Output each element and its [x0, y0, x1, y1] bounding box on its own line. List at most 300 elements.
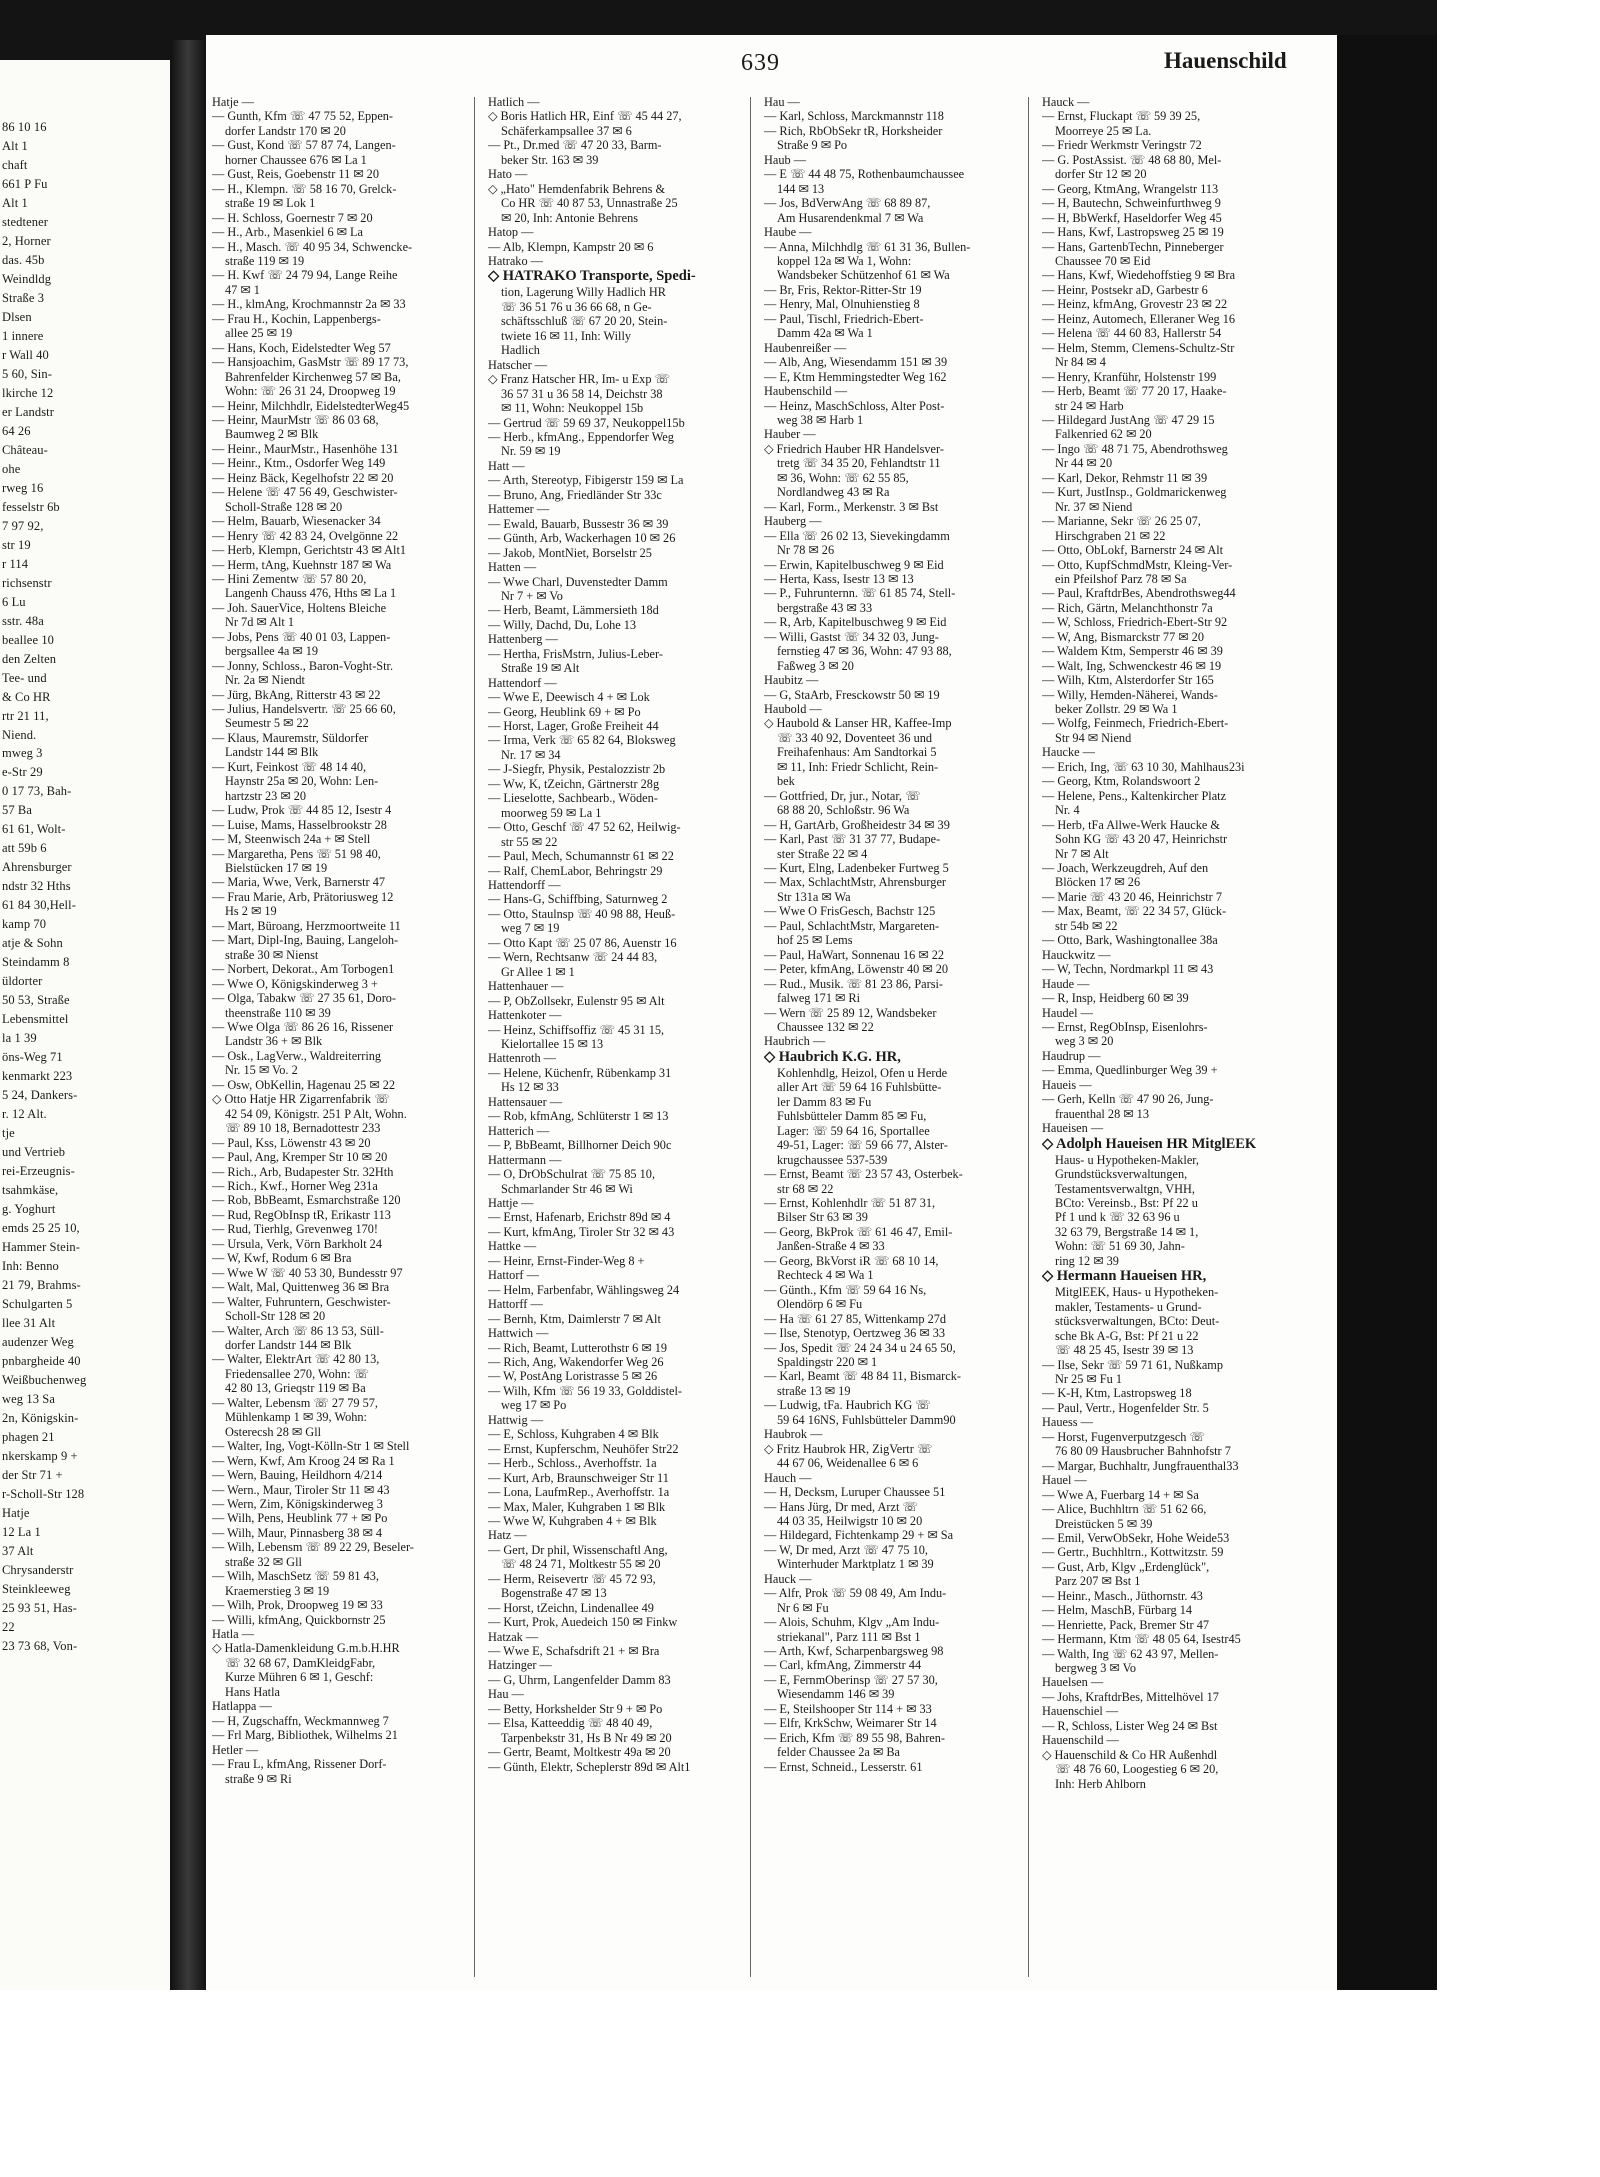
directory-entry: Chaussee 70 ✉ Eid: [1055, 253, 1151, 268]
surname-heading: Hau —: [764, 95, 800, 109]
directory-entry: — Helena ☏ 44 60 83, Hallerstr 54: [1042, 326, 1222, 341]
directory-entry: — H, Zugschaffn, Weckmannweg 7: [212, 1713, 389, 1728]
directory-entry: — Bernh, Ktm, Daimlerstr 7 ✉ Alt: [488, 1311, 661, 1326]
directory-entry: — Helene ☏ 47 56 49, Geschwister-: [212, 485, 398, 500]
directory-entry: Wohn: ☏ 26 31 24, Droopweg 19: [225, 384, 396, 399]
left-page-line: Steinkleeweg: [2, 1581, 71, 1596]
directory-entry: Parz 207 ✉ Bst 1: [1055, 1574, 1141, 1589]
left-page-line: 0 17 73, Bah-: [2, 784, 72, 799]
left-page-line: 37 Alt: [2, 1543, 34, 1558]
surname-heading: Haudrup —: [1042, 1048, 1101, 1063]
surname-heading: Hatzak —: [488, 1629, 539, 1644]
surname-heading: Hatten —: [488, 560, 537, 575]
directory-entry: — Lieselotte, Sachbearb., Wöden-: [488, 791, 658, 806]
directory-entry: krugchaussee 537-539: [777, 1152, 888, 1167]
directory-entry: — Helm, Stemm, Clemens-Schultz-Str: [1042, 340, 1235, 355]
directory-entry: — Wwe W, Kuhgraben 4 + ✉ Blk: [488, 1513, 657, 1528]
directory-entry: — Paul, Mech, Schumannstr 61 ✉ 22: [488, 849, 674, 864]
directory-entry: — Rich, RbObSekr tR, Horksheider: [764, 123, 943, 138]
surname-heading: Hattke —: [488, 1239, 537, 1254]
directory-entry: — Klaus, Mauremstr, Süldorfer: [212, 730, 369, 745]
directory-entry: Moorreye 25 ✉ La.: [1055, 123, 1152, 138]
column-3: [764, 95, 1024, 1774]
directory-entry: — Frl Marg, Bibliothek, Wilhelms 21: [212, 1728, 398, 1743]
surname-heading: Haube —: [764, 225, 812, 240]
surname-heading: Haubold —: [764, 702, 822, 717]
directory-entry: — Br, Fris, Rektor-Ritter-Str 19: [764, 282, 922, 297]
directory-entry: — Rich., Kwf., Horner Weg 231a: [212, 1178, 378, 1193]
left-page-line: Straße 3: [2, 290, 45, 305]
directory-entry: — Wilh, Lebensm ☏ 89 22 29, Beseler-: [212, 1540, 414, 1555]
directory-entry: — Hans, Kwf, Wiedehoffstieg 9 ✉ Bra: [1042, 268, 1236, 283]
directory-entry: felder Chaussee 2a ✉ Ba: [777, 1745, 900, 1760]
directory-entry: — Paul, SchlachtMstr, Margareten-: [764, 918, 940, 933]
left-page-line: 57 Ba: [2, 803, 33, 818]
directory-entry: — Ludw, Prok ☏ 44 85 12, Isestr 4: [212, 803, 392, 818]
directory-entry: — W, Schloss, Friedrich-Ebert-Str 92: [1042, 615, 1228, 630]
directory-entry: Nr. 4: [1055, 803, 1080, 818]
directory-entry: Nr 6 ✉ Fu: [777, 1600, 829, 1615]
directory-entry: — Alfr, Prok ☏ 59 08 49, Am Indu-: [764, 1586, 947, 1601]
left-page-line: 2, Horner: [2, 233, 51, 248]
left-page-line: nkerskamp 9 +: [2, 1448, 78, 1463]
left-page-line: & Co HR: [2, 689, 51, 704]
directory-entry: Olendörp 6 ✉ Fu: [777, 1297, 863, 1312]
directory-entry: MitglEEK, Haus- u Hypotheken-: [1055, 1285, 1219, 1300]
directory-entry: ☏ 48 24 71, Moltkestr 55 ✉ 20: [501, 1557, 661, 1572]
directory-entry: — Max, Maler, Kuhgraben 1 ✉ Blk: [488, 1499, 666, 1514]
directory-entry: — Georg, KtmAng, Wrangelstr 113: [1042, 181, 1219, 196]
directory-entry: hartzstr 23 ✉ 20: [225, 788, 306, 803]
left-page-line: mweg 3: [2, 746, 43, 761]
left-page-line: Alt 1: [2, 195, 28, 210]
left-page-line: r 114: [2, 556, 29, 571]
directory-entry: — Hini Zementw ☏ 57 80 20,: [212, 571, 367, 586]
column-rule: [750, 97, 751, 1977]
directory-entry: Kohlenhdlg, Heizol, Ofen u Herde: [777, 1065, 948, 1080]
left-page-line: rtr 21 11,: [2, 708, 49, 723]
directory-entry: — Ursula, Verk, Vörn Barkholt 24: [212, 1236, 382, 1251]
directory-entry: falweg 171 ✉ Ri: [777, 991, 861, 1006]
directory-entry: — Ella ☏ 26 02 13, Sievekingdamm: [764, 528, 950, 543]
left-page-line: Chrysanderstr: [2, 1562, 74, 1577]
directory-entry: makler, Testaments- u Grund-: [1055, 1299, 1202, 1314]
left-page-line: r Wall 40: [2, 347, 49, 362]
directory-entry: tretg ☏ 34 35 20, Fehlandtstr 11: [777, 456, 941, 471]
left-page-line: 6 Lu: [2, 594, 26, 609]
directory-entry: Nr. 17 ✉ 34: [501, 747, 561, 762]
left-page-line: Lebensmittel: [2, 1012, 69, 1027]
directory-entry: — E, Steilshooper Str 114 + ✉ 33: [764, 1701, 932, 1716]
directory-entry: 59 64 16NS, Fuhlsbütteler Damm90: [777, 1412, 956, 1427]
surname-heading: Hatterich —: [488, 1123, 550, 1138]
directory-entry: ☏ 36 51 76 u 36 66 68, n Ge-: [501, 299, 652, 314]
directory-entry: — Erich, Kfm ☏ 89 55 98, Bahren-: [764, 1730, 946, 1745]
left-page-line: ndstr 32 Hths: [2, 879, 71, 894]
directory-entry: — Gerh, Kelln ☏ 47 90 26, Jung-: [1042, 1092, 1214, 1107]
directory-entry: — Osw, ObKellin, Hagenau 25 ✉ 22: [212, 1077, 395, 1092]
directory-entry: — M, Steenwisch 24a + ✉ Stell: [212, 832, 371, 847]
directory-entry: hof 25 ✉ Lems: [777, 933, 853, 948]
directory-entry: — Emma, Quedlinburger Weg 39 +: [1042, 1063, 1218, 1078]
surname-heading: Hauel —: [1042, 1473, 1087, 1488]
left-page-line: stedtener: [2, 214, 49, 229]
directory-entry: — Hertha, FrisMstrn, Julius-Leber-: [488, 646, 663, 661]
directory-entry: ring 12 ✉ 39: [1055, 1253, 1119, 1268]
directory-entry: — Olga, Tabakw ☏ 27 35 61, Doro-: [212, 991, 397, 1006]
directory-entry: — Wolfg, Feinmech, Friedrich-Ebert-: [1042, 716, 1229, 731]
directory-entry: — P, ObZollsekr, Eulenstr 95 ✉ Alt: [488, 993, 665, 1008]
directory-entry: — W, Kwf, Rodum 6 ✉ Bra: [212, 1251, 352, 1266]
directory-entry: Hs 12 ✉ 33: [501, 1080, 559, 1095]
left-page-line: 7 97 92,: [2, 518, 44, 533]
directory-entry: — Wern, Rechtsanw ☏ 24 44 83,: [488, 950, 658, 965]
directory-entry: Nr. 59 ✉ 19: [501, 444, 561, 459]
directory-entry: 49-51, Lager: ☏ 59 66 77, Alster-: [777, 1138, 948, 1153]
left-page-line: Niend.: [2, 727, 37, 742]
directory-entry: — Johs, KraftdrBes, Mittelhövel 17: [1042, 1689, 1219, 1704]
surname-heading: Hatz —: [488, 1528, 527, 1543]
directory-entry: Schmarlander Str 46 ✉ Wi: [501, 1181, 633, 1196]
directory-entry: ◇ Franz Hatscher HR, Im- u Exp ☏: [488, 372, 670, 387]
left-page-line: ohe: [2, 461, 21, 476]
directory-entry: bergweg 3 ✉ Vo: [1055, 1661, 1137, 1676]
directory-entry: ☏ 48 76 60, Loogestieg 6 ✉ 20,: [1055, 1762, 1219, 1777]
surname-heading: Hattenhauer —: [488, 979, 564, 994]
directory-entry: BCto: Vereinsb., Bst: Pf 22 u: [1055, 1195, 1198, 1210]
directory-entry: — Otto, Bark, Washingtonallee 38a: [1042, 933, 1218, 948]
directory-entry: 144 ✉ 13: [777, 181, 825, 196]
surname-heading: Hauber —: [764, 427, 816, 442]
directory-entry: Schäferkampsallee 37 ✉ 6: [501, 123, 632, 138]
left-page-line: weg 13 Sa: [2, 1391, 55, 1406]
directory-entry: — Margar, Buchhaltr, Jungfrauenthal33: [1042, 1458, 1239, 1473]
directory-entry: — Otto, Staulnsp ☏ 40 98 88, Heuß-: [488, 906, 676, 921]
directory-entry: bergstraße 43 ✉ 33: [777, 600, 873, 615]
directory-entry: — Heinr, Postsekr aD, Garbestr 6: [1042, 282, 1208, 297]
directory-entry: ☏ 33 40 92, Doventeet 36 und: [777, 730, 933, 745]
directory-entry: — Wwe O, Königskinderweg 3 +: [212, 976, 378, 991]
directory-entry: — Walter, Arch ☏ 86 13 53, Süll-: [212, 1323, 384, 1338]
directory-entry: — Wwe E, Schafsdrift 21 + ✉ Bra: [488, 1644, 660, 1659]
directory-entry: — H., Klempn. ☏ 58 16 70, Grelck-: [212, 181, 397, 196]
directory-entry: — Paul, Kss, Löwenstr 43 ✉ 20: [212, 1135, 371, 1150]
directory-entry: — H, Decksm, Luruper Chaussee 51: [764, 1485, 946, 1500]
directory-entry: — Ralf, ChemLabor, Behringstr 29: [488, 863, 663, 878]
directory-entry: Bielstücken 17 ✉ 19: [225, 861, 328, 876]
surname-heading: Hattorf —: [488, 1268, 539, 1283]
directory-entry: — R, Schloss, Lister Weg 24 ✉ Bst: [1042, 1718, 1218, 1733]
left-page-line: er Landstr: [2, 404, 55, 419]
directory-entry: — Henriette, Pack, Bremer Str 47: [1042, 1617, 1209, 1632]
directory-entry: — Kurt, kfmAng, Tiroler Str 32 ✉ 43: [488, 1224, 675, 1239]
directory-entry: — Paul, Ang, Kremper Str 10 ✉ 20: [212, 1150, 388, 1165]
directory-entry: — Rich, Gärtn, Melanchthonstr 7a: [1042, 600, 1213, 615]
left-page-line: g. Yoghurt: [2, 1202, 56, 1217]
directory-entry: — Helm, Farbenfabr, Wählingsweg 24: [488, 1282, 680, 1297]
directory-entry: 42 80 13, Grieqstr 119 ✉ Ba: [225, 1381, 366, 1396]
directory-entry: — Helene, Pens., Kaltenkircher Platz: [1042, 788, 1227, 803]
directory-entry: — H., Arb., Masenkiel 6 ✉ La: [212, 225, 364, 240]
directory-entry: ◇ „Hato" Hemdenfabrik Behrens &: [488, 181, 666, 196]
surname-heading: Haude —: [1042, 976, 1090, 991]
surname-heading: Hattensauer —: [488, 1094, 563, 1109]
directory-entry: ◇ Fritz Haubrok HR, ZigVertr ☏: [764, 1441, 933, 1456]
directory-entry: — Helm, MaschB, Fürbarg 14: [1042, 1603, 1193, 1618]
directory-entry: 44 03 35, Heilwigstr 10 ✉ 20: [777, 1513, 923, 1528]
directory-entry: — G. PostAssist. ☏ 48 68 80, Mel-: [1042, 152, 1222, 167]
directory-entry: tion, Lagerung Willy Hadlich HR: [501, 285, 666, 300]
directory-entry: — Herm, tAng, Kuehnstr 187 ✉ Wa: [212, 557, 392, 572]
directory-entry: — Herb, tFa Allwe-Werk Haucke &: [1042, 817, 1220, 832]
surname-heading: Hato —: [488, 167, 528, 182]
directory-entry: — Wilh, Kfm ☏ 56 19 33, Golddistel-: [488, 1383, 682, 1398]
directory-entry: — W, Ang, Bismarckstr 77 ✉ 20: [1042, 629, 1204, 644]
directory-entry: Nr. 15 ✉ Vo. 2: [225, 1063, 298, 1078]
surname-heading: Hatla —: [212, 1627, 255, 1642]
directory-entry: — Karl, Dekor, Rehmstr 11 ✉ 39: [1042, 470, 1208, 485]
directory-entry: — Willi, kfmAng, Quickbornstr 25: [212, 1612, 386, 1627]
directory-entry: — Paul, Tischl, Friedrich-Ebert-: [764, 311, 924, 326]
directory-entry: — Ingo ☏ 48 71 75, Abendrothsweg: [1042, 441, 1228, 456]
directory-entry: — Helm, Bauarb, Wiesenacker 34: [212, 514, 381, 529]
left-page-line: Alt 1: [2, 138, 28, 153]
left-page-line: Ahrensburger: [2, 860, 72, 875]
left-page-line: r. 12 Alt.: [2, 1107, 47, 1122]
directory-entry: — Osk., LagVerw., Waldreiterring: [212, 1048, 382, 1063]
surname-heading: Haubrich —: [764, 1034, 826, 1049]
left-page-line: Château-: [2, 442, 48, 457]
directory-entry: — Ernst, Hafenarb, Erichstr 89d ✉ 4: [488, 1210, 671, 1225]
directory-entry: — Heinr, Ernst-Finder-Weg 8 +: [488, 1253, 645, 1268]
surname-heading: Hauck —: [1042, 95, 1090, 109]
directory-entry: — E, Ktm Hemmingstedter Weg 162: [764, 369, 947, 384]
directory-entry: — Max, SchlachtMstr, Ahrensburger: [764, 875, 946, 890]
directory-entry: — Mart, Dipl-Ing, Bauing, Langeloh-: [212, 933, 399, 948]
directory-entry: aller Art ☏ 59 64 16 Fuhlsbütte-: [777, 1080, 942, 1095]
directory-entry: — Frau Marie, Arb, Prätoriusweg 12: [212, 889, 394, 904]
directory-entry: — Hermann, Ktm ☏ 48 05 64, Isestr45: [1042, 1632, 1241, 1647]
directory-entry: — Henry ☏ 42 83 24, Ovelgönne 22: [212, 528, 399, 543]
directory-entry: Nr. 37 ✉ Niend: [1055, 499, 1133, 514]
directory-entry: straße 19 ✉ Lok 1: [225, 196, 316, 211]
directory-entry: Fuhlsbütteler Damm 85 ✉ Fu,: [777, 1109, 927, 1124]
directory-entry: — Jos, BdVerwAng ☏ 68 89 87,: [764, 196, 931, 211]
directory-entry: 36 57 31 u 36 58 14, Deichstr 38: [501, 386, 663, 401]
directory-entry: — Walt, Ing, Schwenckestr 46 ✉ 19: [1042, 658, 1222, 673]
directory-entry: — Wwe W ☏ 40 53 30, Bundesstr 97: [212, 1265, 403, 1280]
directory-entry: — Wern ☏ 25 89 12, Wandsbeker: [764, 1005, 937, 1020]
directory-entry: — Julius, Handelsvertr. ☏ 25 66 60,: [212, 702, 396, 717]
left-page-line: rei-Erzeugnis-: [2, 1164, 75, 1179]
directory-entry: — Jakob, MontNiet, Borselstr 25: [488, 545, 652, 560]
directory-entry: — Jobs, Pens ☏ 40 01 03, Lappen-: [212, 629, 391, 644]
left-page-line: 25 93 51, Has-: [2, 1600, 78, 1615]
directory-entry: 68 88 20, Schloßstr. 96 Wa: [777, 803, 910, 818]
directory-entry: — J-Siegfr, Physik, Pestalozzistr 2b: [488, 762, 666, 777]
left-page-line: das. 45b: [2, 252, 45, 267]
directory-entry: — Wern, Bauing, Heildhorn 4/214: [212, 1468, 383, 1483]
directory-entry: — Rud, RegObInsp tR, Erikastr 113: [212, 1207, 391, 1222]
left-page-line: Inh: Benno: [2, 1259, 59, 1274]
directory-entry: — Georg, Heublink 69 + ✉ Po: [488, 704, 641, 719]
left-page-line: pnbargheide 40: [2, 1353, 81, 1368]
directory-entry: Blöcken 17 ✉ 26: [1055, 875, 1141, 890]
directory-entry: Hs 2 ✉ 19: [225, 904, 277, 919]
directory-entry: — Otto, Geschf ☏ 47 52 62, Heilwig-: [488, 820, 681, 835]
directory-entry: straße 30 ✉ Nienst: [225, 947, 319, 962]
directory-entry: — Waldem Ktm, Semperstr 46 ✉ 39: [1042, 644, 1223, 659]
left-page-line: der Str 71 +: [2, 1467, 63, 1482]
left-page-line: 661 P Fu: [2, 176, 48, 191]
directory-entry: — Hansjoachim, GasMstr ☏ 89 17 73,: [212, 355, 409, 370]
directory-entry: — W, PostAng Loristrasse 5 ✉ 26: [488, 1369, 658, 1384]
directory-entry: — Elsa, Katteeddig ☏ 48 40 49,: [488, 1716, 653, 1731]
directory-entry: Osterecsh 28 ✉ Gll: [225, 1424, 322, 1439]
directory-entry: 44 67 06, Weidenallee 6 ✉ 6: [777, 1456, 919, 1471]
left-page-line: phagen 21: [2, 1429, 55, 1444]
directory-entry: Nr 25 ✉ Fu 1: [1055, 1371, 1123, 1386]
surname-heading: Hauenschiel —: [1042, 1704, 1119, 1719]
directory-entry: — Arth, Stereotyp, Fibigerstr 159 ✉ La: [488, 473, 684, 488]
directory-entry: weg 7 ✉ 19: [501, 921, 560, 936]
left-page-line: str 19: [2, 537, 31, 552]
directory-entry: — Rich., Arb, Budapester Str. 32Hth: [212, 1164, 394, 1179]
left-page-line: den Zelten: [2, 651, 57, 666]
column-4: [1042, 95, 1304, 1791]
directory-entry: — Karl, Beamt ☏ 48 84 11, Bismarck-: [764, 1369, 961, 1384]
directory-entry: — Herb, Beamt ☏ 77 20 17, Haake-: [1042, 384, 1227, 399]
directory-entry: ◇ Haubold & Lanser HR, Kaffee-Imp: [764, 716, 952, 731]
directory-entry: ◇ Hauenschild & Co HR Außenhdl: [1042, 1747, 1218, 1762]
directory-entry: — Elfr, KrkSchw, Weimarer Str 14: [764, 1716, 937, 1731]
directory-entry: bergsallee 4a ✉ 19: [225, 644, 319, 659]
directory-entry: — Walter, ElektrArt ☏ 42 80 13,: [212, 1352, 380, 1367]
directory-entry: — Wilh, Pens, Heublink 77 + ✉ Po: [212, 1511, 388, 1526]
directory-entry: — Heinz, Schiffsoffiz ☏ 45 31 15,: [488, 1022, 665, 1037]
directory-entry: — Gertrud ☏ 59 69 37, Neukoppel15b: [488, 415, 685, 430]
firm-entry: ◇ HATRAKO Transporte, Spedi-: [488, 268, 696, 285]
directory-entry: — Willy, Dachd, Du, Lohe 13: [488, 617, 637, 632]
directory-entry: — Herb., kfmAng., Eppendorfer Weg: [488, 429, 674, 444]
directory-entry: Scholl-Str 128 ✉ 20: [225, 1309, 326, 1324]
directory-entry: Wandsbeker Schützenhof 61 ✉ Wa: [777, 268, 950, 283]
directory-entry: — Wwe Charl, Duvenstedter Damm: [488, 574, 668, 589]
directory-entry: str 24 ✉ Harb: [1055, 398, 1124, 413]
directory-entry: — Heinz Bäck, Kegelhofstr 22 ✉ 20: [212, 470, 394, 485]
directory-entry: Pf 1 und k ☏ 32 63 96 u: [1055, 1210, 1180, 1225]
surname-heading: Hatzinger —: [488, 1658, 552, 1673]
directory-entry: Hirschgraben 21 ✉ 22: [1055, 528, 1166, 543]
directory-entry: Testamentsverwaltgn, VHH,: [1055, 1181, 1195, 1196]
directory-entry: — Karl, Form., Merkenstr. 3 ✉ Bst: [764, 499, 939, 514]
directory-entry: ☏ 48 25 45, Isestr 39 ✉ 13: [1055, 1343, 1194, 1358]
directory-entry: — P, BbBeamt, Billhorner Deich 90c: [488, 1138, 672, 1153]
directory-entry: — Georg, BkProk ☏ 61 46 47, Emil-: [764, 1224, 953, 1239]
surname-heading: Hauck —: [764, 1571, 812, 1586]
directory-entry: — E, FernmOberinsp ☏ 27 57 30,: [764, 1672, 938, 1687]
left-page-line: lkirche 12: [2, 385, 54, 400]
directory-entry: — Heinz, kfmAng, Grovestr 23 ✉ 22: [1042, 297, 1228, 312]
column-rule: [474, 97, 475, 1977]
directory-entry: — Günth, Arb, Wackerhagen 10 ✉ 26: [488, 531, 676, 546]
surname-heading: Hatje —: [212, 95, 255, 109]
left-page-line: sstr. 48a: [2, 613, 44, 628]
left-page-line: llee 31 Alt: [2, 1316, 56, 1331]
directory-entry: — Gertr, Beamt, Moltkestr 49a ✉ 20: [488, 1745, 671, 1760]
directory-entry: — Rich, Beamt, Lutterothstr 6 ✉ 19: [488, 1340, 668, 1355]
left-page-line: Schulgarten 5: [2, 1297, 73, 1312]
left-page-line: Dlsen: [2, 309, 32, 324]
directory-entry: — Peter, kfmAng, Löwenstr 40 ✉ 20: [764, 962, 948, 977]
directory-entry: — Kurt, Prok, Auedeich 150 ✉ Finkw: [488, 1615, 678, 1630]
directory-entry: — Max, Beamt, ☏ 22 34 57, Glück-: [1042, 904, 1227, 919]
left-page-line: und Vertrieb: [2, 1145, 66, 1160]
directory-entry: Nr. 2a ✉ Niendt: [225, 673, 305, 688]
directory-entry: Lager: ☏ 59 64 16, Sportallee: [777, 1123, 930, 1138]
directory-entry: — Günth, Elektr, Scheplerstr 89d ✉ Alt1: [488, 1759, 691, 1774]
left-page-line: 64 26: [2, 423, 31, 438]
directory-entry: — Gert, Dr phil, Wissenschaftl Ang,: [488, 1542, 668, 1557]
surname-heading: Hauess —: [1042, 1415, 1093, 1430]
directory-entry: — H., Masch. ☏ 40 95 34, Schwencke-: [212, 239, 413, 254]
surname-heading: Hattenroth —: [488, 1051, 556, 1066]
directory-entry: Dreistücken 5 ✉ 39: [1055, 1516, 1153, 1531]
directory-entry: — Heinr, MaurMstr ☏ 86 03 68,: [212, 412, 379, 427]
directory-entry: — Arth, Kwf, Scharpenbargsweg 98: [764, 1644, 944, 1659]
left-page-line: 5 24, Dankers-: [2, 1088, 78, 1103]
directory-entry: ster Straße 22 ✉ 4: [777, 846, 868, 861]
directory-entry: — Wern., Maur, Tiroler Str 11 ✉ 43: [212, 1482, 390, 1497]
directory-entry: — Walter, Ing, Vogt-Kölln-Str 1 ✉ Stell: [212, 1439, 410, 1454]
directory-entry: ler Damm 83 ✉ Fu: [777, 1094, 872, 1109]
left-page-line: tje: [2, 1126, 15, 1141]
directory-entry: — Gust, Reis, Goebenstr 11 ✉ 20: [212, 167, 379, 182]
directory-entry: Seumestr 5 ✉ 22: [225, 716, 309, 731]
directory-entry: — Carl, kfmAng, Zimmerstr 44: [764, 1658, 922, 1673]
directory-entry: — Hans, Koch, Eidelstedter Weg 57: [212, 340, 391, 355]
directory-entry: — Heinz, MaschSchloss, Alter Post-: [764, 398, 945, 413]
directory-entry: — Wwe E, Deewisch 4 + ✉ Lok: [488, 690, 650, 705]
directory-entry: — Erwin, Kapitelbuschweg 9 ✉ Eid: [764, 557, 944, 572]
directory-entry: Nr 7 ✉ Alt: [1055, 846, 1109, 861]
surname-heading: Hau —: [488, 1687, 524, 1702]
surname-heading: Hatt —: [488, 458, 525, 473]
directory-entry: Nr 7d ✉ Alt 1: [225, 615, 295, 630]
directory-entry: straße 9 ✉ Ri: [225, 1771, 292, 1786]
directory-entry: Tarpenbekstr 31, Hs B Nr 49 ✉ 20: [501, 1730, 672, 1745]
directory-entry: Faßweg 3 ✉ 20: [777, 658, 854, 673]
directory-entry: weg 3 ✉ 20: [1055, 1034, 1114, 1049]
directory-entry: — Hans-G, Schiffbing, Saturnweg 2: [488, 892, 668, 907]
directory-entry: — Ernst, Kohlenhdlr ☏ 51 87 31,: [764, 1195, 936, 1210]
directory-entry: — Betty, Horkshelder Str 9 + ✉ Po: [488, 1701, 663, 1716]
left-page-line: Tee- und: [2, 670, 47, 685]
directory-entry: — Wilh, Maur, Pinnasberg 38 ✉ 4: [212, 1525, 383, 1540]
directory-entry: Freihafenhaus: Am Sandtorkai 5: [777, 745, 937, 760]
directory-entry: — Gunth, Kfm ☏ 47 75 52, Eppen-: [212, 109, 394, 124]
left-page-line: 50 53, Straße: [2, 993, 70, 1008]
directory-entry: — Herta, Kass, Isestr 13 ✉ 13: [764, 571, 914, 586]
directory-entry: — G, Uhrm, Langenfelder Damm 83: [488, 1672, 671, 1687]
left-page-line: öns-Weg 71: [2, 1050, 63, 1065]
directory-entry: Rechteck 4 ✉ Wa 1: [777, 1268, 874, 1283]
directory-entry: — Willy, Hemden-Näherei, Wands-: [1042, 687, 1218, 702]
surname-heading: Hattenberg —: [488, 632, 558, 647]
left-page-fragment: [0, 60, 170, 1990]
left-page-line: 21 79, Brahms-: [2, 1278, 81, 1293]
directory-entry: — Hans, GartenbTechn, Pinneberger: [1042, 239, 1224, 254]
